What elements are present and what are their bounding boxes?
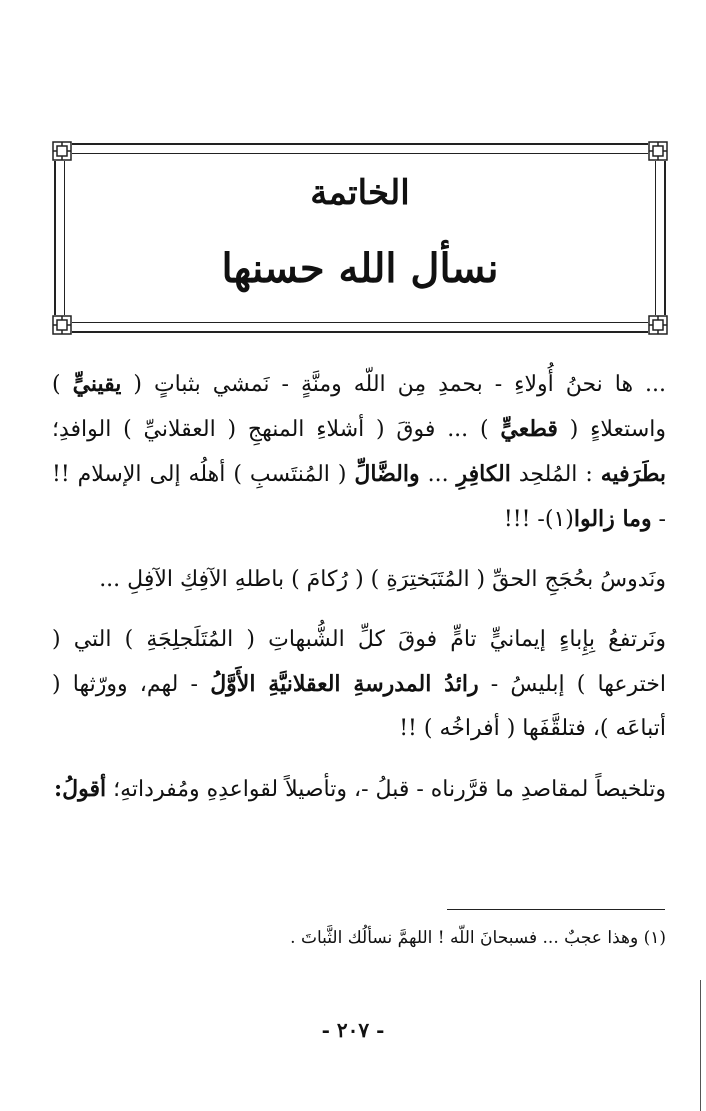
text-segment: وتلخيصاً لمقاصدِ ما قرَّرناه - قبلُ -، وتأصيلاً لقواعدِهِ ومُفرداتهِ؛ [106, 777, 666, 802]
chapter-subheading: نسأل الله حسنها [221, 245, 499, 292]
text-segment: ... [419, 462, 457, 487]
chapter-title-frame [54, 143, 666, 333]
paragraph [52, 618, 666, 751]
page-number: - ٢٠٧ - [321, 1018, 385, 1042]
text-segment: ونَرتفعُ بِإِباءٍ إيمانيٍّ تامٍّ فوقَ كلِّ الشُّبهاتِ ( المُتَلَجلِجَةِ ) التي ( اخترعها ) إبليسُ - [52, 627, 667, 697]
corner-ornament-icon [648, 315, 668, 335]
corner-ornament-icon [52, 315, 72, 335]
bold-text-segment: الكافِرِ [456, 461, 511, 487]
chapter-heading: الخاتمة [310, 173, 410, 213]
text-segment: : المُلحِد [510, 462, 601, 487]
text-segment: ... ها نحنُ أُولاءِ - بحمدِ مِن اللّه ومنَّةٍ - نَمشي بثباتٍ ( [121, 372, 666, 397]
corner-ornament-icon [52, 141, 72, 161]
text-segment: ونَدوسُ بحُجَجِ الحقِّ ( المُتَبَختِرَةِ ) ( رُكامَ ) باطلهِ الآفِكِ الآفِلِ ... [99, 567, 666, 592]
bold-text-segment: أقولُ: [54, 776, 107, 802]
scan-edge-line [700, 980, 701, 1111]
bold-text-segment: والضَّالِّ [354, 461, 420, 487]
paragraph [52, 362, 666, 542]
text-segment: ( المُنتَسبِ ) أهلُه إلى الإسلام !! - [52, 462, 666, 532]
text-segment: ) واستعلاءٍ ( [52, 372, 666, 442]
bold-text-segment: قطعيٍّ [500, 416, 558, 442]
text-segment: (١)- !!! [503, 507, 574, 532]
bold-text-segment: وما زالوا [573, 506, 652, 532]
footnote-divider [447, 909, 665, 910]
bold-text-segment: رائدُ المدرسةِ العقلانيَّةِ الأَوَّلُ [210, 671, 479, 697]
bold-text-segment: يقينيٍّ [72, 371, 122, 397]
paragraph [52, 558, 666, 602]
corner-ornament-icon [648, 141, 668, 161]
bold-text-segment: بطَرَفيه [600, 461, 666, 487]
text-segment: - لهم، وورّثها ( أتباعَه )، فتلقَّفَها ( أفراخُه ) !! [52, 672, 666, 741]
paragraph [52, 767, 666, 812]
body-text [52, 362, 666, 828]
text-segment: ) ... فوقَ ( أشلاءِ المنهجِ ( العقلانيِّ ) الوافدِ؛ [52, 417, 501, 442]
footnote: (١) وهذا عجبٌ ... فسبحانَ اللّه ! اللهمَّ نسألُك الثَّباتَ . [290, 928, 666, 948]
